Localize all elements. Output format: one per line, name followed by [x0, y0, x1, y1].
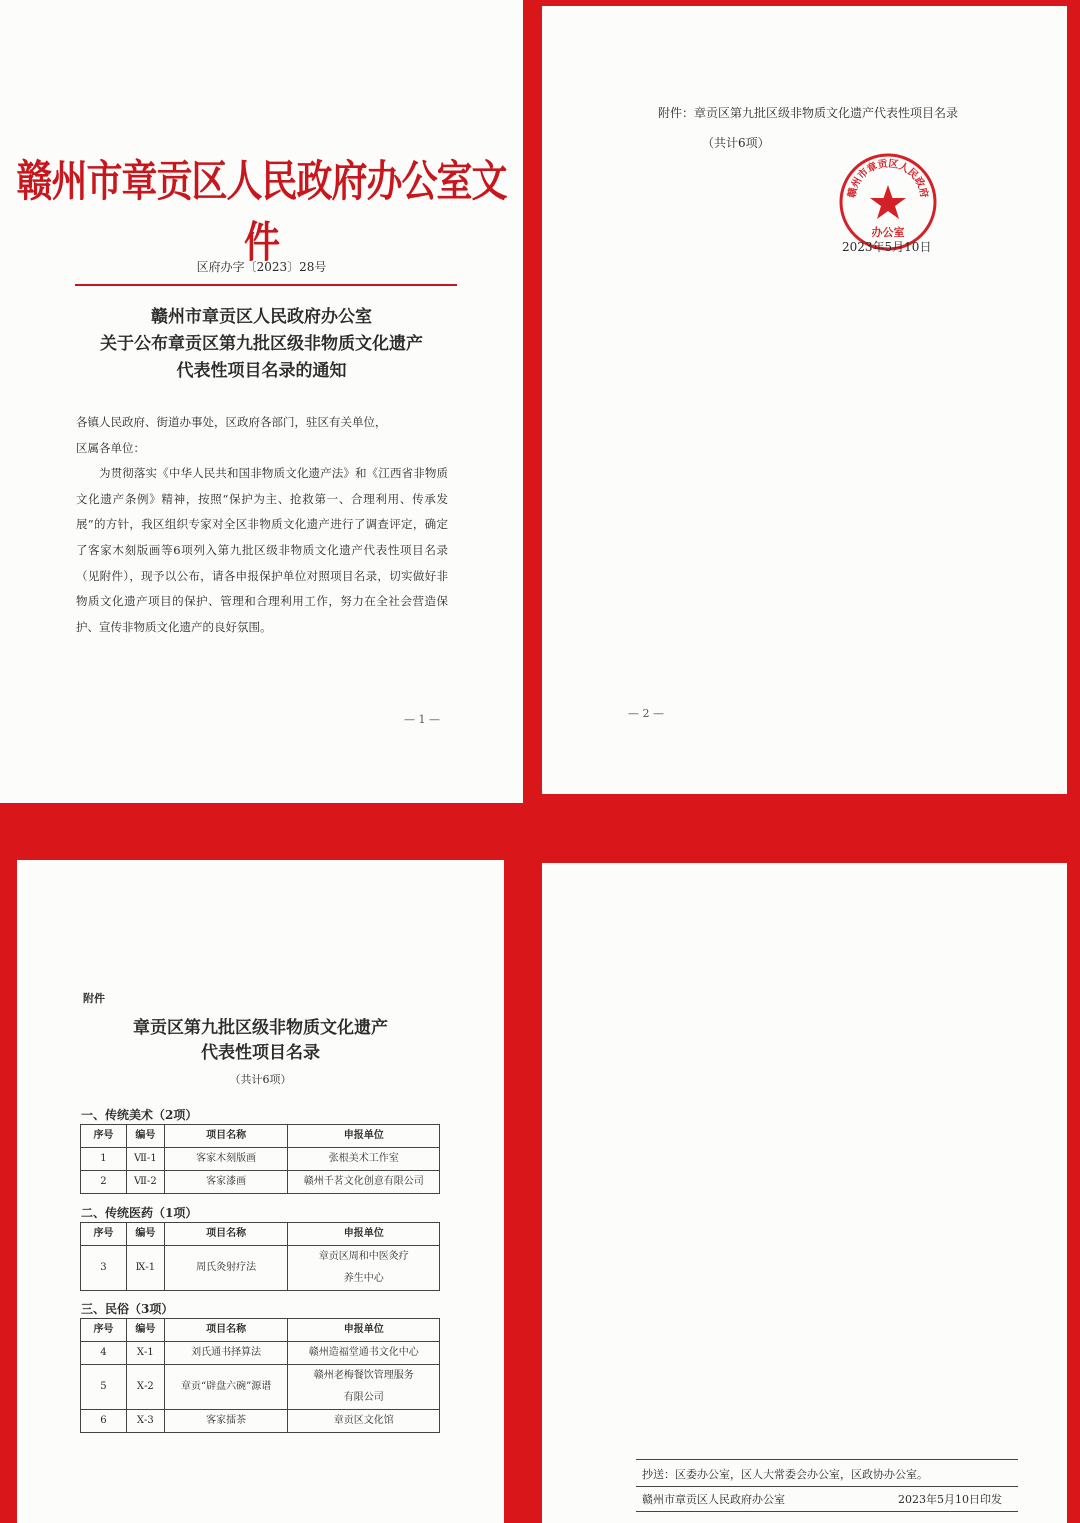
table-header-row [81, 1125, 440, 1148]
annex-label: 附件 [83, 992, 105, 1005]
cell-no: 2 [81, 1171, 127, 1194]
document-page-3 [17, 860, 504, 1523]
cell-code: Ⅹ-3 [126, 1410, 164, 1433]
header-cell: 项目名称 [164, 1223, 288, 1246]
cell-unit [288, 1365, 440, 1410]
cell-unit: 赣州千茗文化创意有限公司 [288, 1171, 440, 1194]
header-cell: 编号 [126, 1125, 164, 1148]
print-date: 2023年5月10日印发 [898, 1493, 1002, 1506]
cell-code: Ⅹ-1 [126, 1342, 164, 1365]
red-divider [75, 284, 457, 286]
annex-line: 附件：章贡区第九批区级非物质文化遗产代表性项目名录 [658, 106, 959, 120]
header-cell: 申报单位 [288, 1319, 440, 1342]
table-row [81, 1246, 440, 1291]
cell-code: Ⅶ-2 [126, 1171, 164, 1194]
cell-name: 周氏灸射疗法 [164, 1246, 288, 1291]
document-body [76, 410, 448, 640]
cell-no: 3 [81, 1246, 127, 1291]
register-table [80, 1124, 440, 1194]
title-line: 关于公布章贡区第九批区级非物质文化遗产 [100, 334, 423, 354]
cell-unit: 章贡区文化馆 [288, 1410, 440, 1433]
divider [636, 1486, 1018, 1487]
table-header-row [81, 1319, 440, 1342]
page-number: — 1 — [404, 713, 440, 726]
document-page-2 [542, 6, 1067, 794]
title-line: 赣州市章贡区人民政府办公室 [151, 307, 372, 327]
cell-no: 4 [81, 1342, 127, 1365]
header-cell: 项目名称 [164, 1319, 288, 1342]
table-header-row [81, 1223, 440, 1246]
header-cell: 序号 [81, 1319, 127, 1342]
cell-unit-line: 赣州老梅餐饮管理服务 [313, 1370, 414, 1381]
title-line: 代表性项目名录的通知 [176, 361, 347, 381]
cell-name: 章贡“辟盘六碗”源谱 [164, 1365, 288, 1410]
table-row [81, 1171, 440, 1194]
cell-unit [288, 1246, 440, 1291]
cell-name: 客家漆画 [164, 1171, 288, 1194]
annex-title [17, 1016, 504, 1066]
seal-bottom-text: 办公室 [871, 226, 905, 239]
divider [636, 1459, 1018, 1460]
table-row [81, 1342, 440, 1365]
cell-unit-line: 有限公司 [343, 1392, 384, 1403]
header-cell: 序号 [81, 1223, 127, 1246]
body-paragraph: 为贯彻落实《中华人民共和国非物质文化遗产法》和《江西省非物质文化遗产条例》精神，按照“保护为主、抢救第一、合理利用、传承发展”的方针，我区组织专家对全区非物质文化遗产进行了调查评定，确定了客家木刻版画等6项列入第九批区级非物质文化遗产代表性项目名录（见附件），现予以公布，请各申报保护单位对照项目名录，切实做好非物质文化遗产项目的保护、管理和合理利用工作，努力在全社会营造保护、宣传非物质文化遗产的良好氛围。 [76, 466, 448, 634]
header-cell: 序号 [81, 1125, 127, 1148]
document-title [0, 304, 523, 385]
table-row [81, 1148, 440, 1171]
cell-no: 5 [81, 1365, 127, 1410]
document-number: 区府办字〔2023〕28号 [196, 260, 327, 274]
issuer: 赣州市章贡区人民政府办公室 [642, 1493, 785, 1506]
signing-date: 2023年5月10日 [842, 240, 932, 254]
cell-unit: 赣州造福堂通书文化中心 [288, 1342, 440, 1365]
cell-no: 1 [81, 1148, 127, 1171]
section-title: 一、传统美术（2项） [81, 1108, 198, 1122]
header-cell: 编号 [126, 1319, 164, 1342]
header-cell: 项目名称 [164, 1125, 288, 1148]
salutation: 区属各单位： [76, 440, 145, 455]
cell-name: 客家木刻版画 [164, 1148, 288, 1171]
document-header: 赣州市章贡区人民政府办公室文件 [16, 156, 507, 268]
cell-code: Ⅹ-2 [126, 1365, 164, 1410]
cell-name: 客家擂茶 [164, 1410, 288, 1433]
cell-unit: 张根美术工作室 [288, 1148, 440, 1171]
register-table [80, 1222, 440, 1291]
divider [636, 1511, 1018, 1512]
section-title: 二、传统医药（1项） [81, 1206, 198, 1220]
table-row [81, 1365, 440, 1410]
title-line: 代表性项目名录 [201, 1043, 320, 1063]
cell-unit-line: 章贡区周和中医灸疗 [318, 1251, 409, 1262]
cell-unit-line: 养生中心 [343, 1273, 384, 1284]
document-page-1 [0, 0, 523, 803]
seal-top-text: 赣州市章贡区人民政府 [846, 158, 930, 199]
table-row [81, 1410, 440, 1433]
cell-code: Ⅸ-1 [126, 1246, 164, 1291]
page-number: — 2 — [628, 707, 664, 720]
cc-line: 抄送：区委办公室，区人大常委会办公室，区政协办公室。 [642, 1468, 928, 1481]
header-cell: 申报单位 [288, 1125, 440, 1148]
annex-count: （共计6项） [702, 136, 770, 150]
annex-count: （共计6项） [229, 1073, 292, 1086]
cell-no: 6 [81, 1410, 127, 1433]
document-page-4 [542, 863, 1067, 1523]
salutation: 各镇人民政府、街道办事处，区政府各部门，驻区有关单位， [76, 415, 387, 429]
title-line: 章贡区第九批区级非物质文化遗产 [133, 1018, 388, 1038]
header-cell: 编号 [126, 1223, 164, 1246]
header-cell: 申报单位 [288, 1223, 440, 1246]
official-seal-icon [838, 152, 938, 252]
section-title: 三、民俗（3项） [81, 1302, 174, 1316]
register-table [80, 1318, 440, 1433]
cell-code: Ⅶ-1 [126, 1148, 164, 1171]
cell-name: 刘氏通书择算法 [164, 1342, 288, 1365]
